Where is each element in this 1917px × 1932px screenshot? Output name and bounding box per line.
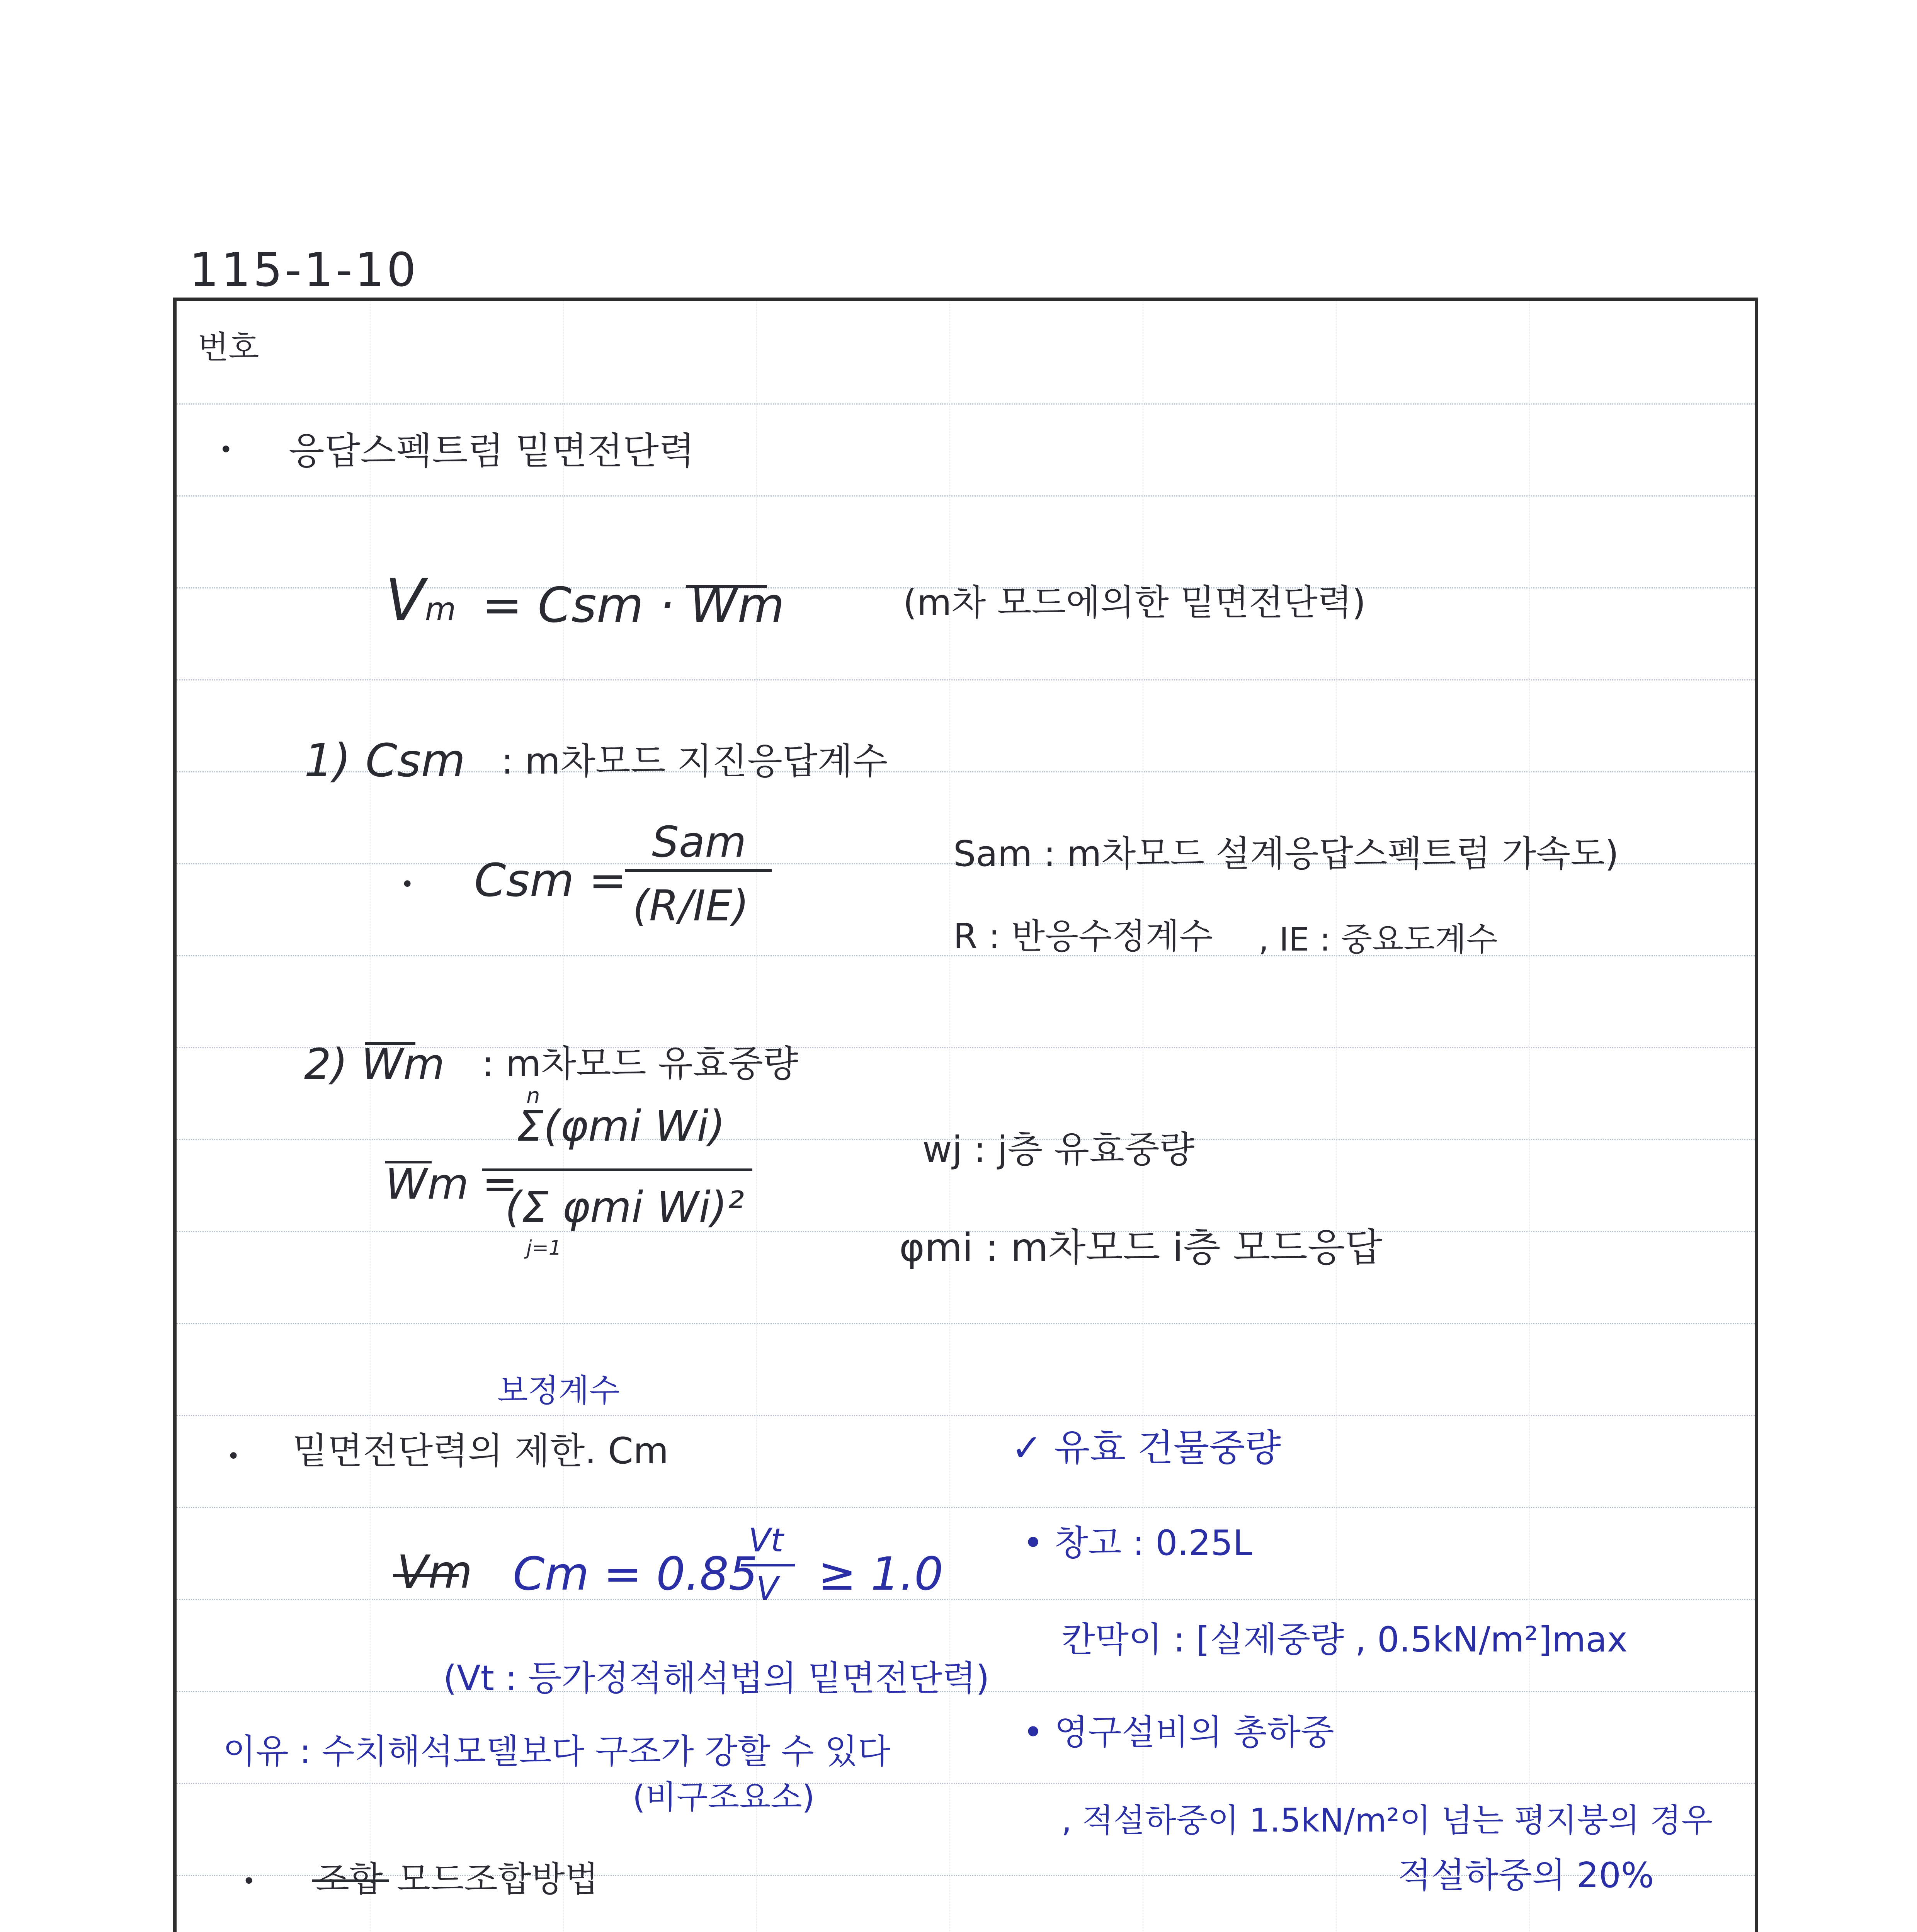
csm-eq-denominator: (R/IE) — [633, 881, 749, 930]
item2-label: 2) Wm — [304, 1039, 445, 1089]
vm-formula-rhs: = Csm · Wm — [482, 577, 785, 633]
def-sam: Sam : m차모드 설계응답스펙트럼 가속도) — [953, 833, 1619, 874]
section2-title: 밑면전단력의 제한. Cm — [293, 1430, 669, 1472]
item2-desc: : m차모드 유효중량 — [482, 1043, 798, 1085]
struck-combo: 조합 — [316, 1859, 383, 1900]
item1-desc: : m차모드 지진응답계수 — [501, 740, 888, 782]
ew-item-snow-20: 적설하중의 20% — [1398, 1855, 1654, 1896]
ew-item-partition: 칸막이 : [실제중량 , 0.5kN/m²]max — [1061, 1619, 1628, 1660]
section2-bullet: • — [227, 1443, 240, 1469]
cm-formula-tail: ≥ 1.0 — [818, 1547, 944, 1600]
strike-vm — [393, 1574, 459, 1577]
wm-fraction-line — [482, 1168, 752, 1171]
ew-item-storage: • 창고 : 0.25L — [1023, 1523, 1252, 1563]
strike-combo — [312, 1879, 389, 1882]
ew-item-equipment: • 영구설비의 총하중 — [1023, 1712, 1334, 1753]
csm-eq-lhs: Csm = — [474, 854, 627, 907]
wm-eq-denominator: (Σ φmi Wi)² — [505, 1182, 744, 1232]
wm-eq-num-limit: n — [526, 1083, 540, 1109]
def-ie: , IE : 중요도계수 — [1259, 920, 1498, 958]
section3-bullet: • — [242, 1868, 256, 1894]
effective-weight-title: ✓ 유효 건물중량 — [1011, 1426, 1281, 1469]
vm-symbol — [385, 567, 456, 634]
csm-fraction-line — [625, 869, 772, 872]
def-r: R : 반응수정계수 — [953, 916, 1213, 957]
def-phi: φmi : m차모드 i층 모드응답 — [899, 1225, 1382, 1270]
cm-fraction-line — [741, 1564, 795, 1566]
struck-vm: Vm — [397, 1545, 473, 1599]
vm-subscript: m — [425, 591, 456, 628]
reason-text: 이유 : 수치해석모델보다 구조가 강할 수 있다 — [223, 1731, 891, 1771]
ew-item-snow: , 적설하중이 1.5kN/m²이 넘는 평지붕의 경우 — [1061, 1801, 1713, 1839]
section3-title: 모드조합방법 — [397, 1859, 599, 1900]
wm-eq-den-limit: j=1 — [526, 1236, 562, 1260]
section1-bullet: • — [219, 436, 233, 463]
item2-overbar — [365, 1042, 415, 1045]
cm-frac-denominator: V — [756, 1570, 779, 1607]
cm-formula: Cm = 0.85 — [513, 1547, 758, 1600]
vt-note: (Vt : 등가정적해석법의 밑면전단력) — [443, 1658, 990, 1699]
page-number: 115-1-10 — [189, 243, 418, 297]
header-label: 번호 — [198, 329, 259, 366]
wm-eq-lhs: Wm = — [385, 1159, 518, 1209]
cm-frac-numerator: Vt — [748, 1521, 784, 1559]
wm-overbar — [686, 585, 767, 588]
note-page-frame — [173, 298, 1758, 1932]
csm-eq-numerator: Sam — [652, 817, 747, 867]
vm-letter: V — [385, 567, 425, 634]
correction-factor-note: 보정계수 — [497, 1372, 620, 1409]
section1-title: 응답스펙트럼 밑면전단력 — [289, 429, 695, 473]
item1-label: 1) Csm — [304, 734, 466, 787]
reason-text-2: (비구조요소) — [633, 1778, 815, 1816]
def-wj: wj : j층 유효중량 — [922, 1129, 1195, 1171]
vm-formula-note: (m차 모드에의한 밑면전단력) — [903, 582, 1366, 623]
wm-eq-overbar — [385, 1161, 432, 1163]
wm-eq-numerator: Σ(φmi Wi) — [517, 1101, 725, 1151]
item1-bullet: • — [401, 871, 414, 897]
